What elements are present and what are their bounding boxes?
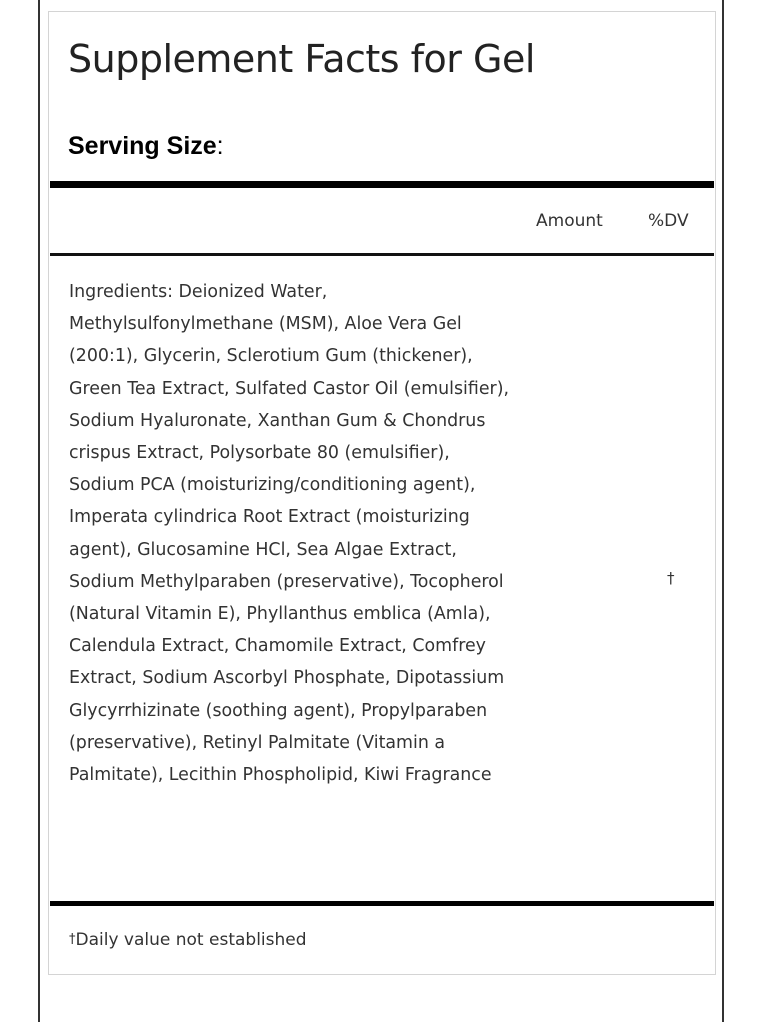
header-divider bbox=[50, 253, 714, 256]
serving-size-label: Serving Size bbox=[68, 132, 217, 160]
panel-title: Supplement Facts for Gel bbox=[68, 37, 535, 81]
thick-divider-top bbox=[50, 181, 714, 188]
column-header-dv: %DV bbox=[648, 211, 689, 231]
serving-size-separator: : bbox=[216, 132, 224, 160]
column-header-amount: Amount bbox=[536, 211, 603, 231]
thick-divider-bottom bbox=[50, 901, 714, 906]
footnote-dagger: † bbox=[69, 932, 76, 947]
ingredients-dv-dagger: † bbox=[667, 569, 675, 587]
footnote-text: Daily value not established bbox=[75, 930, 307, 950]
ingredients-list: Ingredients: Deionized Water, Methylsulfonylmethane (MSM), Aloe Vera Gel (200:1), Glycerin, Sclerotium Gum (thickener), Green Tea Extract, Sulfated Castor Oil (emulsifier), Sodium Hyaluronate, Xanthan Gum & Chondrus crispus Extract, Polysorbate 80 (emulsifier), Sodium PCA (moisturizing/conditioning agent), Imperata cylindrica Root Extract (moisturizing agent), Glucosamine HCl, Sea Algae Extract, Sodium Methylparaben (preservative), Tocopherol (Natural Vitamin E), Phyllanthus emblica (Amla), Calendula Extract, Chamomile Extract, Comfrey Extract, Sodium Ascorbyl Phosphate, Dipotassium Glycyrrhizinate (soothing agent), Propylparaben (preservative), Retinyl Palmitate (Vitamin a Palmitate), Lecithin Phospholipid, Kiwi Fragrance bbox=[69, 282, 510, 786]
serving-size bbox=[68, 128, 224, 164]
footnote bbox=[69, 927, 307, 953]
